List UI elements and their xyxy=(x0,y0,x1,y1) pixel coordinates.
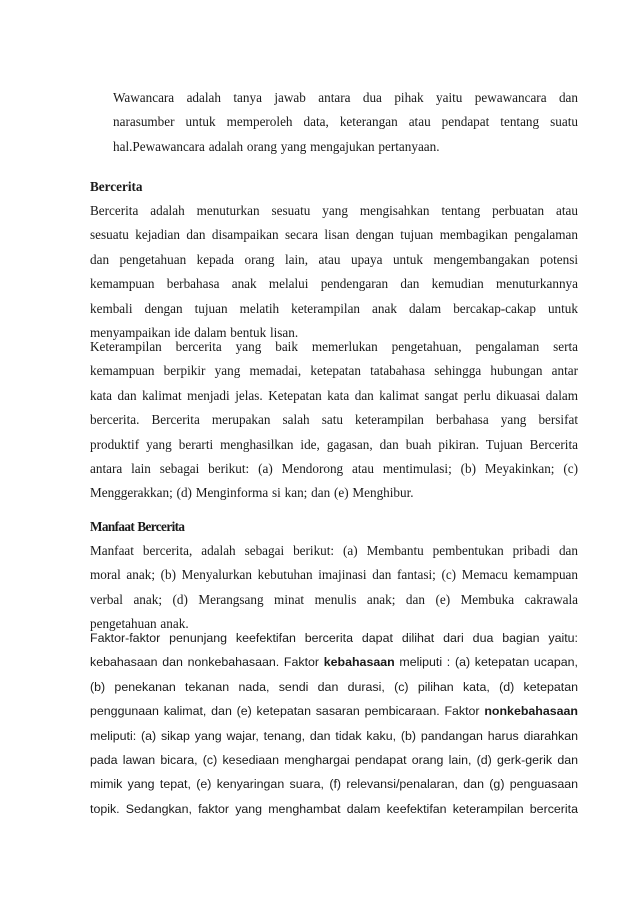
text-line: kata dan kalimat menjadi jelas. Ketepatan kata dan kalimat sangat perlu dikuasai dalam xyxy=(90,387,578,403)
text-line: kemampuan berbahasa anak melalui pendengaran dan kemudian menuturkannya xyxy=(90,276,578,292)
text-span: penggunaan kalimat, dan (e) ketepatan sasaran pembicaraan. Faktor xyxy=(90,704,485,719)
wawancara-paragraph xyxy=(113,86,578,159)
text-line: topik. Sedangkan, faktor yang menghambat dalam keefektifan keterampilan bercerita xyxy=(90,801,578,816)
text-line xyxy=(90,699,578,723)
text-line: kembali dengan tujuan melatih keterampilan anak dalam bercakap-cakap untuk xyxy=(90,300,578,316)
text-line: meliputi: (a) sikap yang wajar, tenang, dan tidak kaku, (b) pandangan harus diarahkan xyxy=(90,728,578,743)
text-line: Wawancara adalah tanya jawab antara dua pihak yaitu pewawancara dan xyxy=(113,90,578,105)
manfaat-paragraph xyxy=(90,539,578,637)
text-line: verbal anak; (d) Merangsang minat menulis anak; dan (e) Membuka cakrawala xyxy=(90,591,578,607)
text-line: hal.Pewawancara adalah orang yang mengajukan pertanyaan. xyxy=(113,138,440,154)
bold-term-nonkebahasaan: nonkebahasaan xyxy=(484,704,578,719)
text-line: Manfaat bercerita, adalah sebagai berikut: (a) Membantu pembentukan pribadi dan xyxy=(90,543,578,558)
text-line: dan pengetahuan kepada orang lain, atau upaya untuk mengembangakan potensi xyxy=(90,251,578,267)
text-line: bercerita. Bercerita merupakan salah satu keterampilan berbahasa yang bersifat xyxy=(90,412,578,428)
text-line: menyampaikan ide dalam bentuk lisan. xyxy=(90,324,299,340)
text-line: Faktor-faktor penunjang keefektifan bercerita dapat dilihat dari dua bagian yaitu: xyxy=(90,631,578,645)
text-line xyxy=(90,650,578,674)
text-span: kebahasaan dan nonkebahasaan. Faktor xyxy=(90,655,324,670)
section-heading-bercerita xyxy=(90,175,578,199)
heading-text: Bercerita xyxy=(90,179,143,194)
bold-term-kebahasaan: kebahasaan xyxy=(323,655,395,670)
bercerita-paragraph-1 xyxy=(90,199,578,345)
faktor-paragraph xyxy=(90,626,578,821)
text-line: sesuatu kejadian dan disampaikan secara lisan dengan tujuan membagikan pengalaman xyxy=(90,227,578,243)
text-line: mimik yang tepat, (e) kenyaringan suara, (f) relevansi/penalaran, dan (g) penguasaan xyxy=(90,777,578,792)
text-line: Keterampilan bercerita yang baik memerlukan pengetahuan, pengalaman serta xyxy=(90,339,578,354)
text-line: kemampuan berpikir yang memadai, ketepatan tatabahasa sehingga hubungan antar xyxy=(90,363,578,379)
text-span: meliputi : (a) ketepatan ucapan, xyxy=(394,655,578,670)
text-line: pada lawan bicara, (c) kesediaan menghargai pendapat orang lain, (d) gerk-gerik dan xyxy=(90,752,578,767)
text-line: produktif yang berarti menghasilkan ide, gagasan, dan buah pikiran. Tujuan Bercerita xyxy=(90,436,578,452)
text-line: antara lain sebagai berikut: (a) Mendorong atau mentimulasi; (b) Meyakinkan; (c) xyxy=(90,460,578,476)
text-line: (b) penekanan tekanan nada, sendi dan durasi, (c) pilihan kata, (d) ketepatan xyxy=(90,679,578,694)
heading-text: Manfaat Bercerita xyxy=(90,519,185,534)
text-line: narasumber untuk memperoleh data, keterangan atau pendapat tentang suatu xyxy=(113,114,578,130)
text-line: Menggerakkan; (d) Menginforma si kan; dan (e) Menghibur. xyxy=(90,485,414,501)
text-line: Bercerita adalah menuturkan sesuatu yang mengisahkan tentang perbuatan atau xyxy=(90,203,578,218)
bercerita-paragraph-2 xyxy=(90,335,578,506)
text-line: pengetahuan anak. xyxy=(90,616,189,632)
text-line: moral anak; (b) Menyalurkan kebutuhan imajinasi dan fantasi; (c) Memacu kemampuan xyxy=(90,567,578,583)
section-heading-manfaat xyxy=(90,515,578,539)
